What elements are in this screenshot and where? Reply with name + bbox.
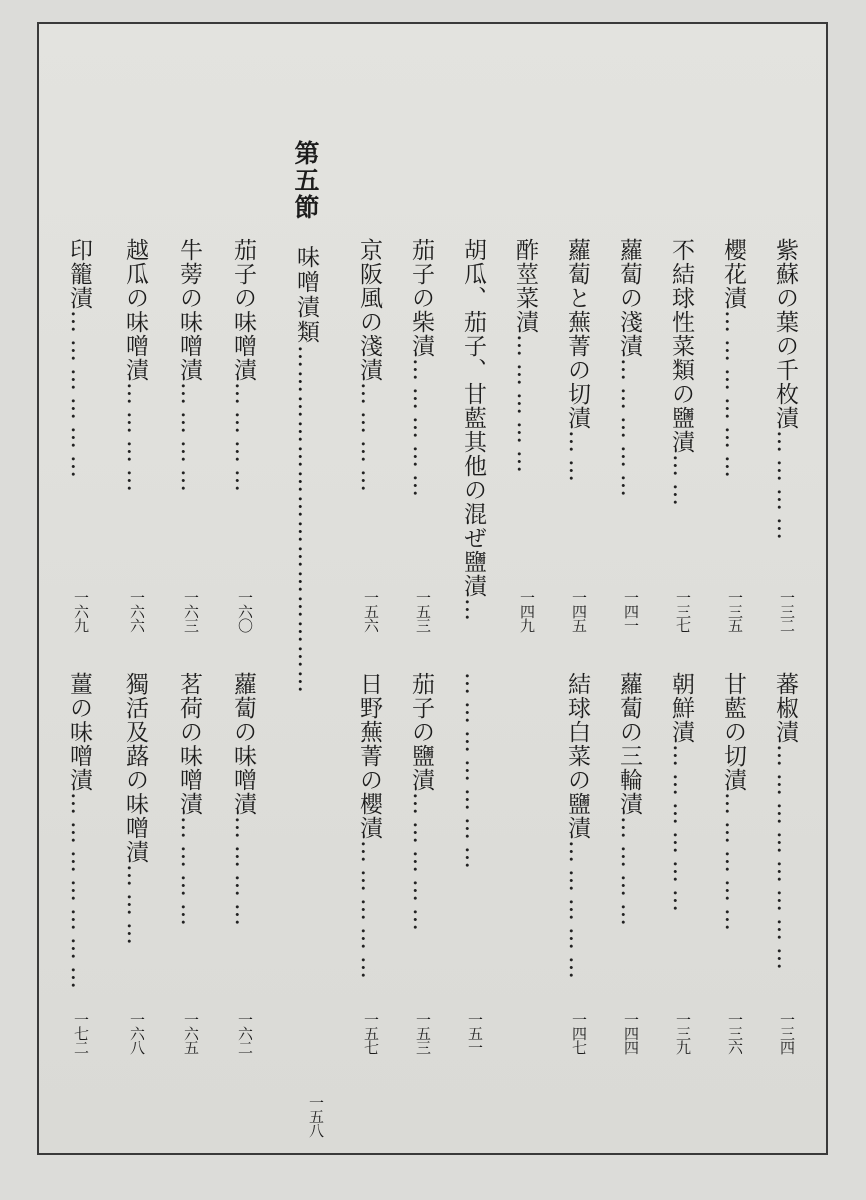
entry-leader: …………… — [512, 334, 538, 479]
entry-label: 胡瓜、茄子、甘藍其他の混ぜ鹽漬 — [460, 238, 486, 598]
entry-label: 櫻花漬 — [720, 238, 746, 310]
toc-entry[interactable] — [230, 238, 256, 498]
section-page-number: 一五八 — [307, 1095, 325, 1137]
entry-page: 一四一 — [622, 590, 640, 632]
entry-label: 薑の味噌漬 — [66, 672, 92, 792]
entry-leader: ………………… — [66, 792, 92, 995]
entry-page: 一三六 — [726, 1012, 744, 1054]
toc-entry[interactable] — [176, 672, 202, 932]
entry-label: 牛蒡の味噌漬 — [176, 238, 202, 382]
entry-label: 越瓜の味噌漬 — [122, 238, 148, 382]
page-frame — [37, 22, 828, 1155]
toc-entry[interactable] — [772, 672, 798, 976]
entry-label: 酢莖菜漬 — [512, 238, 538, 334]
entry-label: 蘿蔔の淺漬 — [616, 238, 642, 358]
entry-leader: ………… — [356, 382, 382, 498]
toc-entry[interactable] — [408, 672, 434, 937]
entry-label: 茄子の柴漬 — [408, 238, 434, 358]
toc-entry[interactable] — [616, 672, 642, 932]
entry-leader: ……………… — [720, 310, 746, 484]
toc-entry[interactable] — [408, 238, 434, 503]
toc-entry[interactable] — [460, 238, 486, 627]
entry-leader: …………… — [356, 840, 382, 985]
entry-page: 一三二 — [778, 590, 796, 632]
section-title: 味噌漬類 — [293, 245, 319, 345]
toc-entry[interactable] — [356, 672, 382, 985]
entry-leader: …………………… — [772, 744, 798, 976]
entry-page: 一六五 — [182, 1012, 200, 1054]
toc-entry[interactable] — [564, 672, 590, 985]
entry-label: 朝鮮漬 — [668, 672, 694, 744]
entry-leader: ……………… — [66, 310, 92, 484]
entry-page: 一五一 — [466, 1012, 484, 1054]
entry-leader: …………… — [720, 792, 746, 937]
toc-entry[interactable] — [66, 238, 92, 484]
entry-page: 一四九 — [518, 590, 536, 632]
entry-leader: ………… — [176, 382, 202, 498]
entry-label: 獨活及蕗の味噌漬 — [122, 672, 148, 864]
entry-label: 不結球性菜類の鹽漬 — [668, 238, 694, 454]
entry-page: 一四五 — [570, 590, 588, 632]
toc-entry[interactable] — [668, 672, 694, 918]
entry-leader: ………… — [176, 816, 202, 932]
entry-label: 茄子の味噌漬 — [230, 238, 256, 382]
entry-page: 一四四 — [622, 1012, 640, 1054]
entry-leader: ………… — [230, 382, 256, 498]
entry-page: 一五三 — [414, 1012, 432, 1054]
entry-label: 印籠漬 — [66, 238, 92, 310]
entry-label: 蘿蔔の味噌漬 — [230, 672, 256, 816]
entry-page: 一六二 — [236, 1012, 254, 1054]
entry-page: 一五七 — [362, 1012, 380, 1054]
toc-entry[interactable] — [564, 238, 590, 488]
section-leader: …………………………………… — [293, 345, 319, 695]
toc-entry[interactable] — [122, 238, 148, 498]
entry-leader: ………… — [122, 382, 148, 498]
toc-entry-continued[interactable] — [460, 672, 486, 875]
toc-entry[interactable] — [122, 672, 148, 951]
entry-page: 一六〇 — [236, 590, 254, 632]
toc-entry[interactable] — [720, 238, 746, 484]
section-heading: 第五節 — [291, 140, 320, 221]
entry-leader: …………… — [564, 840, 590, 985]
entry-leader: ………… — [616, 816, 642, 932]
entry-leader: … — [460, 598, 486, 627]
entry-page: 一七二 — [72, 1012, 90, 1054]
section-title-entry[interactable] — [290, 245, 323, 695]
entry-leader: ………… — [230, 816, 256, 932]
entry-page: 一三七 — [674, 590, 692, 632]
entry-page: 一五六 — [362, 590, 380, 632]
entry-label: 蕃椒漬 — [772, 672, 798, 744]
entry-leader: ……………… — [668, 744, 694, 918]
entry-label: 紫蘇の葉の千枚漬 — [772, 238, 798, 430]
entry-page: 一三五 — [726, 590, 744, 632]
entry-page: 一五三 — [414, 590, 432, 632]
toc-entry[interactable] — [176, 238, 202, 498]
entry-leader: ……… — [122, 864, 148, 951]
entry-label: 京阪風の淺漬 — [356, 238, 382, 382]
entry-label: 蘿蔔の三輪漬 — [616, 672, 642, 816]
entry-leader: …………… — [408, 358, 434, 503]
entry-leader: ………… — [772, 430, 798, 546]
entry-leader: …………… — [408, 792, 434, 937]
entry-label: 日野蕪菁の櫻漬 — [356, 672, 382, 840]
entry-leader: …… — [668, 454, 694, 512]
entry-label: 茗荷の味噌漬 — [176, 672, 202, 816]
toc-entry[interactable] — [512, 238, 538, 479]
entry-label: 甘藍の切漬 — [720, 672, 746, 792]
entry-page: 一六三 — [182, 590, 200, 632]
toc-entry[interactable] — [616, 238, 642, 503]
toc-entry[interactable] — [772, 238, 798, 546]
entry-page: 一六九 — [72, 590, 90, 632]
entry-page: 一六八 — [128, 1012, 146, 1054]
entry-label: 結球白菜の鹽漬 — [564, 672, 590, 840]
entry-page: 一三四 — [778, 1012, 796, 1054]
toc-entry[interactable] — [230, 672, 256, 932]
toc-entry[interactable] — [66, 672, 92, 995]
toc-entry[interactable] — [668, 238, 694, 512]
entry-leader: …… — [564, 430, 590, 488]
entry-leader: …………… — [616, 358, 642, 503]
toc-entry[interactable] — [356, 238, 382, 498]
toc-entry[interactable] — [720, 672, 746, 937]
entry-leader: ………………… — [460, 672, 486, 875]
entry-label: 茄子の鹽漬 — [408, 672, 434, 792]
entry-page: 一四七 — [570, 1012, 588, 1054]
entry-page: 一六六 — [128, 590, 146, 632]
entry-page: 一三九 — [674, 1012, 692, 1054]
entry-label: 蘿蔔と蕪菁の切漬 — [564, 238, 590, 430]
